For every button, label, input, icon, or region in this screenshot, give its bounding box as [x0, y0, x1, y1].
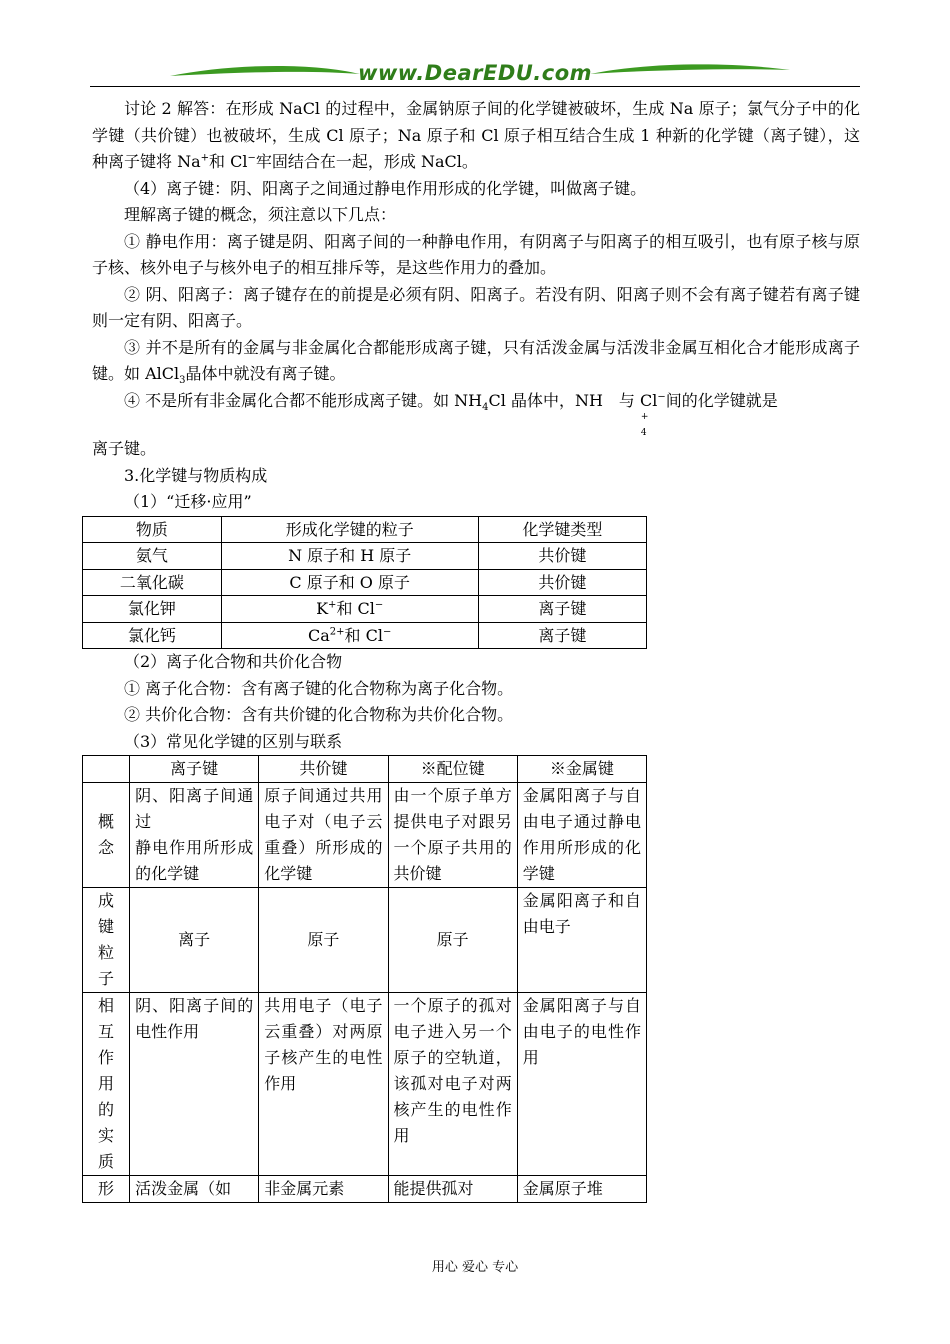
paragraph-note-2: ② 阴、阳离子：离子键存在的前提是必须有阴、阳离子。若没有阴、阳离子则不会有离子键若有离子键则一定有阴、阳离子。: [92, 284, 860, 330]
table-cell: 共价键: [478, 543, 646, 570]
table-row-label: 概念: [83, 783, 130, 888]
section-heading-3: 3.化学键与物质构成: [124, 465, 268, 485]
table-cell: 非金属元素: [259, 1176, 388, 1203]
table-cell: 阴、阳离子间通过 静电作用所形成的化学键: [130, 783, 259, 888]
subsection-heading-3-3: （3）常见化学键的区别与联系: [124, 731, 343, 751]
table-header-row: [83, 516, 647, 543]
table-cell: 阴、阳离子间的电性作用: [130, 993, 259, 1176]
table-cell: 氨气: [83, 543, 222, 570]
paragraph-covalent-compound: ② 共价化合物：含有共价键的化合物称为共价化合物。: [124, 705, 514, 724]
table-cell: 氯化钾: [83, 596, 222, 623]
table-header-cell: 化学键类型: [478, 516, 646, 543]
paragraph-note-4-end: 离子键。: [92, 439, 157, 458]
table-bond-comparison: [82, 755, 647, 1203]
table-header-cell: [83, 756, 130, 783]
table-header-cell: 形成化学键的粒子: [221, 516, 478, 543]
table-cell: 一个原子的孤对电子进入另一个原子的空轨道，该孤对电子对两核产生的电性作用: [388, 993, 517, 1176]
table-cell: 原子: [259, 888, 388, 993]
table-cell: 金属阳离子与自由电子通过静电作用所形成的化学键: [517, 783, 646, 888]
table-transfer-application: [82, 516, 647, 650]
table-row: [83, 783, 647, 888]
table-cell: 共用电子（电子云重叠）对两原子核产生的电性作用: [259, 993, 388, 1176]
table-header-cell: 共价键: [259, 756, 388, 783]
table-header-cell: 离子键: [130, 756, 259, 783]
table-row: [83, 543, 647, 570]
table-cell: 金属原子堆: [517, 1176, 646, 1203]
table-row-label: 成键粒子: [83, 888, 130, 993]
table-cell: 金属阳离子和自由电子: [517, 888, 646, 993]
paragraph-notes-intro: 理解离子键的概念，须注意以下几点：: [124, 205, 397, 224]
header-rule: [90, 86, 860, 87]
table-cell: 由一个原子单方提供电子对跟另一个原子共用的共价键: [388, 783, 517, 888]
table-row-label: 形: [83, 1176, 130, 1203]
table-row: [83, 993, 647, 1176]
table-row-label: 相互作用的实质: [83, 993, 130, 1176]
table-header-row: [83, 756, 647, 783]
table-cell: 氯化钙: [83, 622, 222, 649]
paragraph-discussion-2: 讨论 2 解答：在形成 NaCl 的过程中，金属钠原子间的化学键被破坏，生成 Na 原子；氯气分子中的化学键（共价键）也被破坏，生成 Cl 原子；Na 原子和 Cl 原子相互结合生成 1 种新的化学键（离子键），这种离子键将 Na+和 Cl−牢固结合在一起，形成 NaCl。: [92, 99, 860, 171]
table-cell: C 原子和 O 原子: [221, 569, 478, 596]
table-cell: $Ca^{2+}$和 Cl−: [221, 622, 478, 649]
paragraph-ionic-bond-definition: （4）离子键：阴、阳离子之间通过静电作用形成的化学键，叫做离子键。: [124, 178, 647, 198]
table-cell: 离子键: [478, 622, 646, 649]
table-header-cell: 物质: [83, 516, 222, 543]
table-row: [83, 569, 647, 596]
paragraph-ionic-compound: ① 离子化合物：含有离子键的化合物称为离子化合物。: [124, 678, 514, 698]
table-cell: 原子间通过共用电子对（电子云重叠）所形成的化学键: [259, 783, 388, 888]
table-row: [83, 622, 647, 649]
document-body: [92, 96, 860, 1203]
table-cell: K+和 Cl−: [221, 596, 478, 623]
table-cell: 能提供孤对: [388, 1176, 517, 1203]
table-cell: 二氧化碳: [83, 569, 222, 596]
paragraph-note-3: ③ 并不是所有的金属与非金属化合都能形成离子键，只有活泼金属与活泼非金属互相化合才能形成离子键。如 AlCl$_3$晶体中就没有离子键。: [92, 337, 860, 387]
table-cell: 活泼金属（如: [130, 1176, 259, 1203]
table-row: [83, 888, 647, 993]
table-cell: N 原子和 H 原子: [221, 543, 478, 570]
table-cell: 金属阳离子与自由电子的电性作用: [517, 993, 646, 1176]
paragraph-note-1: ① 静电作用：离子键是阴、阳离子间的一种静电作用，有阴离子与阳离子的相互吸引，也有原子核与原子核、核外电子与核外电子的相互排斥等，是这些作用力的叠加。: [92, 231, 860, 277]
table-cell: 原子: [388, 888, 517, 993]
table-header-cell: ※配位键: [388, 756, 517, 783]
table-cell: 离子键: [478, 596, 646, 623]
table-header-cell: ※金属键: [517, 756, 646, 783]
table-row: [83, 596, 647, 623]
page-footer: 用心 爱心 专心: [431, 1260, 519, 1275]
table-row: [83, 1176, 647, 1203]
paragraph-note-4: ④ 不是所有非金属化合都不能形成离子键。如 $NH_4Cl$ 晶体中，NH + 4 与 Cl−间的化学键就是: [124, 390, 778, 438]
site-logo-text: www.DearEDU.com: [357, 61, 593, 85]
subsection-heading-3-2: （2）离子化合物和共价化合物: [124, 652, 343, 671]
subsection-heading-3-1: （1）“迁移·应用”: [124, 492, 252, 511]
table-cell: 离子: [130, 888, 259, 993]
table-cell: 共价键: [478, 569, 646, 596]
